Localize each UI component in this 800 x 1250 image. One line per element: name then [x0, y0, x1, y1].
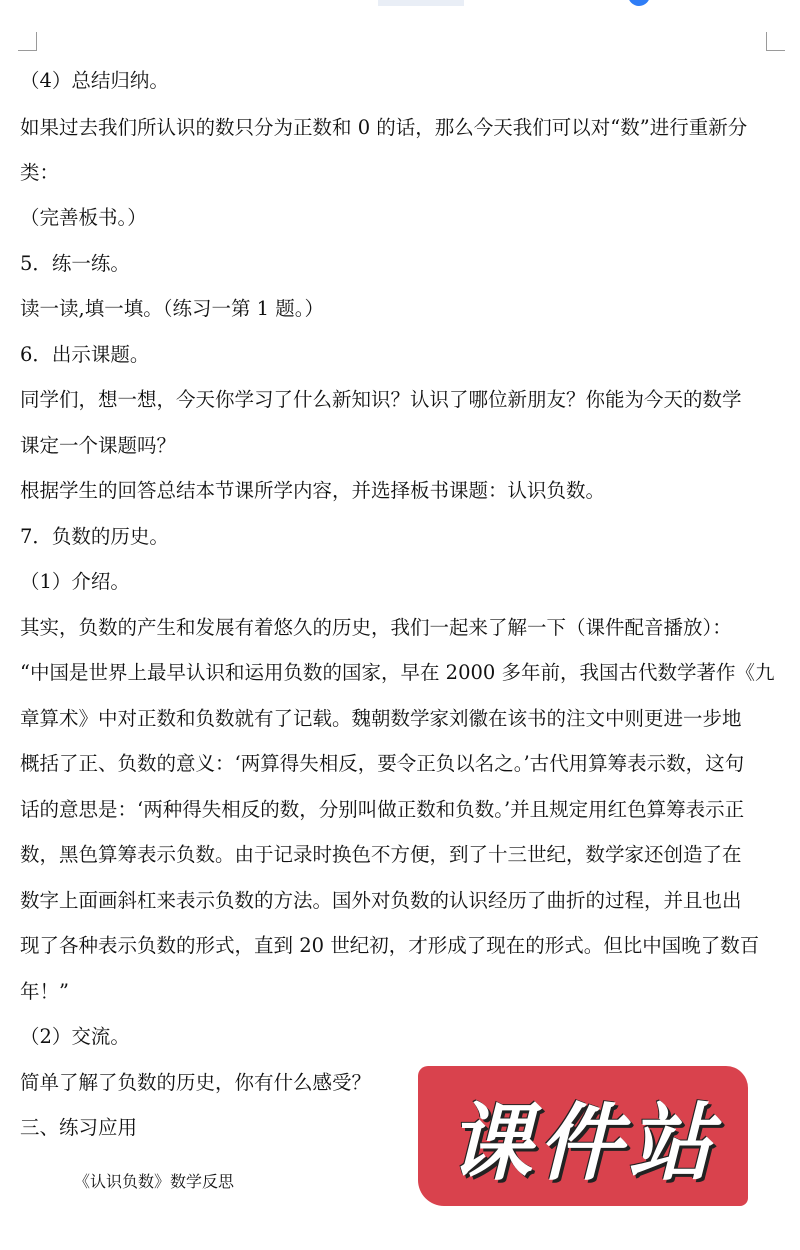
doc-line: 概括了正、负数的意义：‘两算得失相反，要令正负以名之。’古代用算筹表示数，这句: [20, 752, 745, 775]
top-toolbar-strip: [0, 0, 800, 8]
doc-line: 如果过去我们所认识的数只分为正数和 0 的话，那么今天我们可以对“数”进行重新分: [20, 116, 748, 139]
doc-line: 类：: [20, 161, 60, 184]
watermark-stamp-logo: [418, 1066, 748, 1206]
doc-line: 现了各种表示负数的形式，直到 20 世纪初，才形成了现在的形式。但比中国晚了数百: [20, 934, 760, 957]
crop-mark-top-left: [18, 32, 37, 51]
doc-line: 读一读,填一填。（练习一第 1 题。）: [20, 297, 325, 320]
watermark-text: 课件站: [447, 1093, 718, 1192]
doc-line: 简单了解了负数的历史，你有什么感受？: [20, 1071, 372, 1094]
doc-line: 同学们，想一想，今天你学习了什么新知识？认识了哪位新朋友？你能为今天的数学: [20, 388, 742, 411]
page-footer-title: 《认识负数》数学反思: [74, 1172, 235, 1191]
doc-line: 其实，负数的产生和发展有着悠久的历史，我们一起来了解一下（课件配音播放）：: [20, 616, 732, 639]
doc-line: （4）总结归纳。: [20, 69, 169, 92]
doc-line: 5．练一练。: [20, 252, 130, 275]
doc-line: 课定一个课题吗？: [20, 434, 177, 457]
doc-line: “中国是世界上最早认识和运用负数的国家，早在 2000 多年前，我国古代数学著作《九: [20, 661, 775, 684]
doc-line: 数，黑色算筹表示负数。由于记录时换色不方便，到了十三世纪，数学家还创造了在: [20, 843, 742, 866]
doc-line: （2）交流。: [20, 1025, 130, 1048]
doc-line: （完善板书。）: [20, 206, 147, 229]
doc-line: 话的意思是：‘两种得失相反的数，分别叫做正数和负数。’并且规定用红色算筹表示正: [20, 798, 745, 821]
doc-line: （1）介绍。: [20, 570, 130, 593]
doc-line: 数字上面画斜杠来表示负数的方法。国外对负数的认识经历了曲折的过程，并且也出: [20, 889, 742, 912]
notification-dot-icon: [628, 0, 650, 6]
doc-line: 6．出示课题。: [20, 343, 150, 366]
crop-mark-top-right: [766, 32, 785, 51]
doc-line: 年！”: [20, 980, 69, 1003]
toolbar-tab-highlight: [378, 0, 464, 6]
doc-line: 章算术》中对正数和负数就有了记载。魏朝数学家刘徽在该书的注文中则更进一步地: [20, 707, 742, 730]
doc-line: 7．负数的历史。: [20, 525, 169, 548]
doc-line: 根据学生的回答总结本节课所学内容，并选择板书课题：认识负数。: [20, 479, 606, 502]
doc-line: 三、练习应用: [20, 1116, 138, 1139]
